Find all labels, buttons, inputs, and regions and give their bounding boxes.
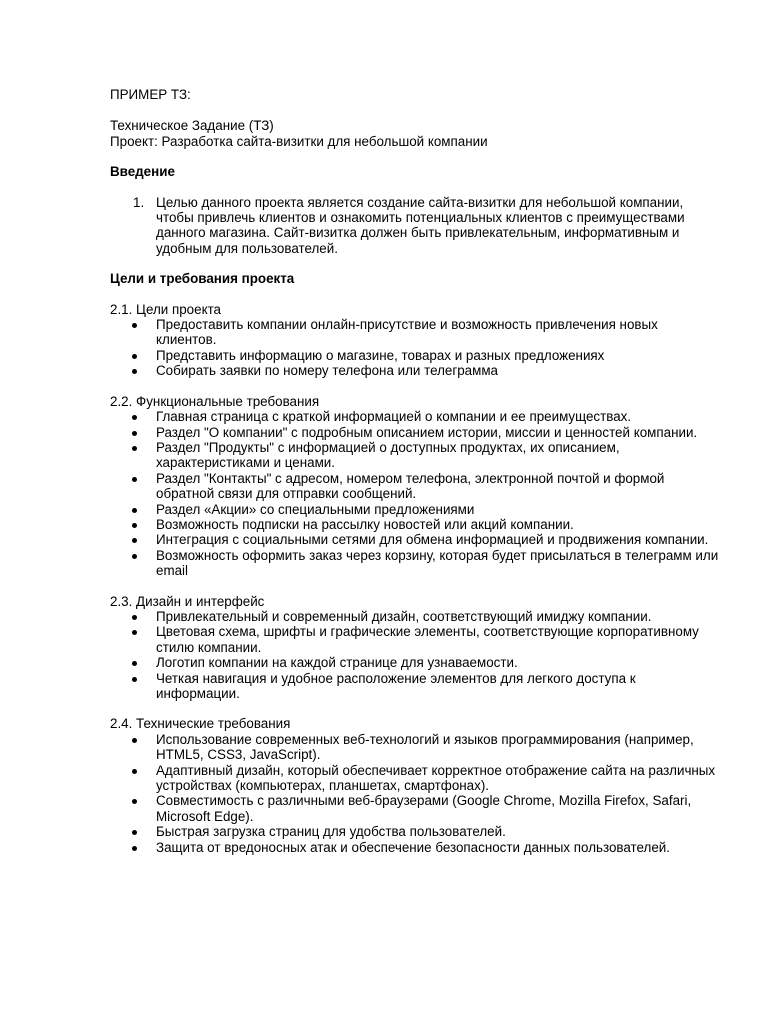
- section-list-goals: [110, 317, 720, 379]
- list-item-text: Защита от вредоносных атак и обеспечение безопасности данных пользователей.: [156, 839, 670, 855]
- bullet-icon: [132, 323, 137, 328]
- list-item: [110, 409, 720, 424]
- section-list-functional: [110, 409, 720, 578]
- list-item-text: Совместимость с различными веб-браузерами (Google Chrome, Mozilla Firefox, Safari, Microsoft Edge).: [156, 793, 692, 824]
- bullet-icon: [132, 431, 137, 436]
- example-heading: ПРИМЕР ТЗ:: [110, 87, 191, 102]
- section-title-design: 2.3. Дизайн и интерфейс: [110, 593, 265, 609]
- list-item: [110, 425, 720, 440]
- bullet-icon: [132, 538, 137, 543]
- list-item: [110, 655, 720, 670]
- intro-list: [110, 195, 720, 257]
- bullet-icon: [132, 354, 137, 359]
- bullet-icon: [132, 369, 137, 374]
- bullet-icon: [132, 738, 137, 743]
- list-item: [110, 763, 720, 794]
- bullet-icon: [132, 799, 137, 804]
- bullet-icon: [132, 508, 137, 513]
- list-item-text: Адаптивный дизайн, который обеспечивает корректное отображение сайта на различных устройствах (компьютерах, планшетах, смартфонах).: [156, 762, 716, 794]
- section-title-goals: 2.1. Цели проекта: [110, 301, 222, 317]
- list-item: [110, 609, 720, 624]
- bullet-icon: [132, 830, 137, 835]
- list-item: [110, 548, 720, 579]
- intro-heading: Введение: [110, 164, 175, 180]
- document-title: Техническое Задание (ТЗ): [110, 118, 274, 134]
- list-item: [110, 471, 720, 502]
- list-item: [110, 793, 720, 824]
- list-item: [110, 840, 720, 855]
- list-item: [110, 502, 720, 517]
- intro-item-text: Целью данного проекта является создание сайта-визитки для небольшой компании, чтобы привлечь клиентов и ознакомить потенциальных клиентов с преимуществами данного магазина. Сайт-визитка должен быть привлекательным, информативным и удобным для пользователей.: [156, 194, 685, 256]
- list-item-text: Использование современных веб-технологий и языков программирования (например, HTML5, CSS3, JavaScript).: [156, 731, 694, 763]
- list-item-text: Четкая навигация и удобное расположение элементов для легкого доступа к информации.: [156, 670, 636, 701]
- list-item: [110, 624, 720, 655]
- list-item-text: Возможность подписки на рассылку новостей или акций компании.: [156, 516, 574, 532]
- bullet-icon: [132, 677, 137, 682]
- section-list-technical: [110, 732, 720, 855]
- bullet-icon: [132, 769, 137, 774]
- list-item-text: Логотип компании на каждой странице для узнаваемости.: [156, 655, 518, 671]
- list-item-text: Главная страница с краткой информацией о компании и ее преимуществах.: [156, 409, 632, 425]
- bullet-icon: [132, 446, 137, 451]
- list-item: [110, 732, 720, 763]
- bullet-icon: [132, 415, 137, 420]
- list-item: [110, 517, 720, 532]
- intro-item: [110, 195, 720, 257]
- list-item-text: Интеграция с социальными сетями для обмена информацией и продвижения компании.: [156, 532, 709, 548]
- list-item-text: Цветовая схема, шрифты и графические элементы, соответствующие корпоративному стилю компании.: [156, 624, 699, 655]
- project-line: Проект: Разработка сайта-визитки для небольшой компании: [110, 133, 488, 149]
- list-item-text: Раздел "О компании" с подробным описанием истории, миссии и ценностей компании.: [156, 424, 698, 440]
- bullet-icon: [132, 523, 137, 528]
- list-item-text: Возможность оформить заказ через корзину, которая будет присылаться в телеграмм или email: [156, 547, 719, 579]
- document-page: [110, 87, 720, 855]
- list-item: [110, 317, 720, 348]
- intro-item-number: 1.: [133, 194, 145, 210]
- list-item: [110, 440, 720, 471]
- section-list-design: [110, 609, 720, 701]
- list-item: [110, 671, 720, 702]
- list-item-text: Представить информацию о магазине, товарах и разных предложениях: [156, 347, 605, 363]
- bullet-icon: [132, 661, 137, 666]
- section-title-functional: 2.2. Функциональные требования: [110, 393, 320, 409]
- list-item-text: Раздел "Контакты" с адресом, номером телефона, электронной почтой и формой обратной связи для отправки сообщений.: [156, 470, 665, 502]
- list-item-text: Собирать заявки по номеру телефона или телеграмма: [156, 363, 498, 379]
- bullet-icon: [132, 615, 137, 620]
- list-item-text: Раздел «Акции» со специальными предложениями: [156, 501, 475, 517]
- goals-heading: Цели и требования проекта: [110, 271, 295, 287]
- list-item: [110, 363, 720, 378]
- bullet-icon: [132, 477, 137, 482]
- list-item-text: Предоставить компании онлайн-присутствие и возможность привлечения новых клиентов.: [156, 317, 658, 348]
- list-item: [110, 824, 720, 839]
- list-item-text: Быстрая загрузка страниц для удобства пользователей.: [156, 824, 506, 840]
- list-item: [110, 532, 720, 547]
- bullet-icon: [132, 846, 137, 851]
- section-title-technical: 2.4. Технические требования: [110, 716, 291, 732]
- list-item-text: Раздел "Продукты" с информацией о доступных продуктах, их описанием, характеристиками и ценами.: [156, 439, 620, 471]
- list-item-text: Привлекательный и современный дизайн, соответствующий имиджу компании.: [156, 608, 652, 624]
- list-item: [110, 348, 720, 363]
- bullet-icon: [132, 554, 137, 559]
- bullet-icon: [132, 630, 137, 635]
